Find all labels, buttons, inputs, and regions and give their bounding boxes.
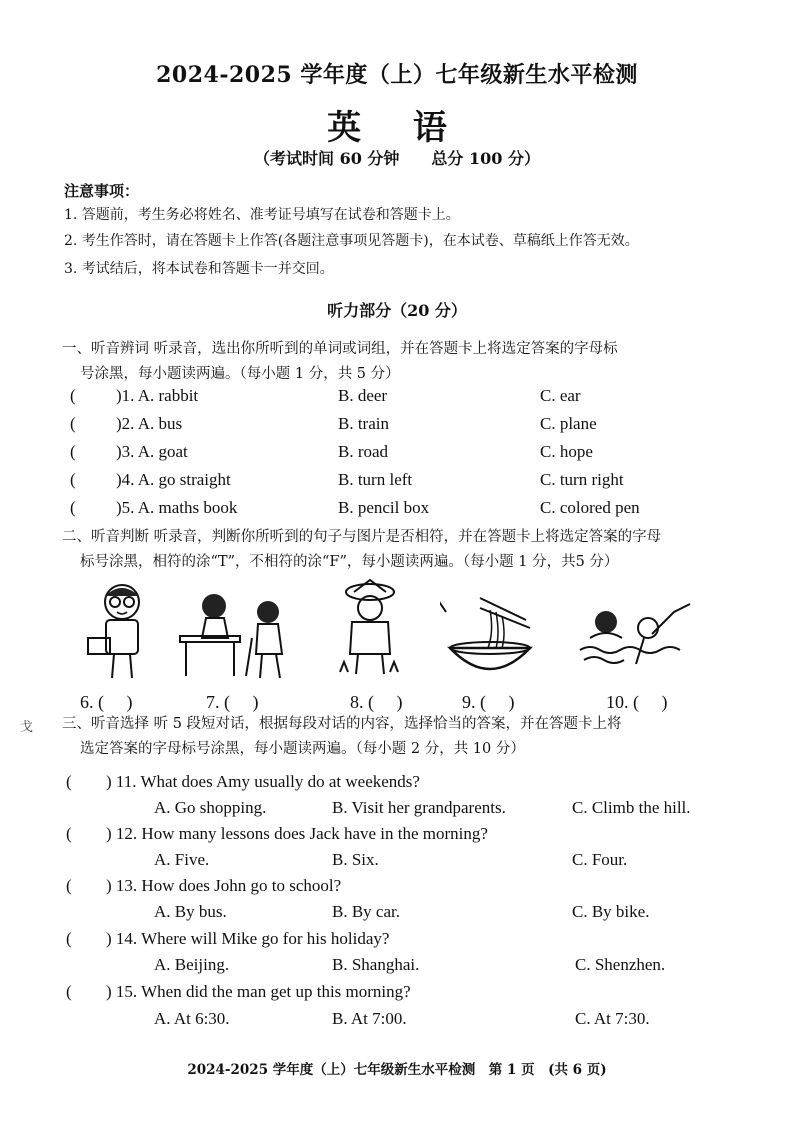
section1-instruction-2: 号涂黑，每小题读两遍。（每小题 1 分，共 5 分） [80,366,400,382]
answer-paren: ( [66,982,72,1001]
q15-option-c: C. At 7:30. [575,1009,650,1028]
q11-stem: ) 11. What does Amy usually do at weekends? [106,772,420,791]
notes-heading: 注意事项： [64,182,140,200]
q1-option-a: )1. A. rabbit [116,386,199,405]
q13-option-b: B. By car. [332,902,400,921]
q2-option-b: B. train [338,414,389,433]
answer-paren: ( [66,824,72,843]
picture-boy-with-bag [82,580,162,682]
q5-option-b: B. pencil box [338,498,430,517]
q12-stem: ) 12. How many lessons does Jack have in the morning? [106,824,488,843]
answer-paren: ( [66,876,72,895]
q5-option-a: )5. A. maths book [116,498,238,517]
q13-option-c: C. By bike. [572,902,650,921]
section1-instruction-1: 一、听音辨词 听录音，选出你所听到的单词或词组，并在答题卡上将选定答案的字母标 [62,341,618,357]
q15-option-b: B. At 7:00. [332,1009,407,1028]
picture-9-answer[interactable]: 9. ( ) [462,692,515,712]
exam-time-info: （考试时间 60 分钟 总分 100 分） [254,149,540,168]
subject-title: 英 语 [327,108,467,148]
listening-title: 听力部分（20 分） [327,301,467,320]
q12-option-a: A. Five. [154,850,210,869]
picture-noodles-bowl [440,592,540,684]
answer-paren: ( [70,386,76,405]
q1-option-b: B. deer [338,386,388,405]
binding-margin-mark: 戈 [20,720,34,735]
q11-option-a: A. Go shopping. [154,798,267,817]
q13-option-a: A. By bus. [154,902,227,921]
q2-option-a: )2. A. bus [116,414,183,433]
section2-instruction-1: 二、听音判断 听录音，判断你所听到的句子与图片是否相符，并在答题卡上将选定答案的字母 [62,529,662,545]
picture-8-answer[interactable]: 8. ( ) [350,692,403,712]
section3-instruction-2: 选定答案的字母标号涂黑，每小题读两遍。（每小题 2 分，共 10 分） [80,741,525,757]
q12-option-c: C. Four. [572,850,628,869]
answer-paren: ( [70,414,76,433]
q3-option-b: B. road [338,442,389,461]
answer-paren: ( [66,929,72,948]
q3-option-a: )3. A. goat [116,442,188,461]
answer-paren: ( [70,498,76,517]
note-item-1: 1. 答题前，考生务必将姓名、准考证号填写在试卷和答题卡上。 [64,207,460,223]
q13-stem: ) 13. How does John go to school? [106,876,342,895]
q11-option-b: B. Visit her grandparents. [332,798,506,817]
picture-6-answer[interactable]: 6. ( ) [80,692,133,712]
answer-paren: ( [66,772,72,791]
picture-kids-cleaning [178,588,298,682]
answer-paren: ( [70,470,76,489]
q4-option-a: )4. A. go straight [116,470,231,489]
q1-option-c: C. ear [540,386,581,405]
note-item-3: 3. 考试结后，将本试卷和答题卡一并交回。 [64,261,334,277]
picture-10-answer[interactable]: 10. ( ) [606,692,668,712]
q14-option-a: A. Beijing. [154,955,230,974]
q3-option-c: C. hope [540,442,593,461]
page-footer: 2024-2025 学年度（上）七年级新生水平检测 第 1 页 (共 6 页) [187,1062,607,1078]
picture-kids-swimming [578,598,696,678]
q14-option-c: C. Shenzhen. [575,955,666,974]
picture-7-answer[interactable]: 7. ( ) [206,692,259,712]
section2-instruction-2: 标号涂黑，相符的涂“T”，不相符的涂“F”，每小题读两遍。（每小题 1 分，共5 分） [80,554,619,570]
answer-paren: ( [70,442,76,461]
q14-option-b: B. Shanghai. [332,955,420,974]
q12-option-b: B. Six. [332,850,379,869]
exam-title: 2024-2025 学年度（上）七年级新生水平检测 [156,62,638,88]
section3-instruction-1: 三、听音选择 听 5 段短对话，根据每段对话的内容，选择恰当的答案，并在答题卡上将 [62,716,622,732]
q15-stem: ) 15. When did the man get up this morning? [106,982,411,1001]
picture-farmer-planting [330,578,410,682]
q14-stem: ) 14. Where will Mike go for his holiday? [106,929,390,948]
note-item-2: 2. 考生作答时，请在答题卡上作答(各题注意事项见答题卡)，在本试卷、草稿纸上作答无效。 [64,233,639,249]
q2-option-c: C. plane [540,414,597,433]
q15-option-a: A. At 6:30. [154,1009,230,1028]
q4-option-b: B. turn left [338,470,413,489]
q4-option-c: C. turn right [540,470,624,489]
q11-option-c: C. Climb the hill. [572,798,691,817]
q5-option-c: C. colored pen [540,498,640,517]
